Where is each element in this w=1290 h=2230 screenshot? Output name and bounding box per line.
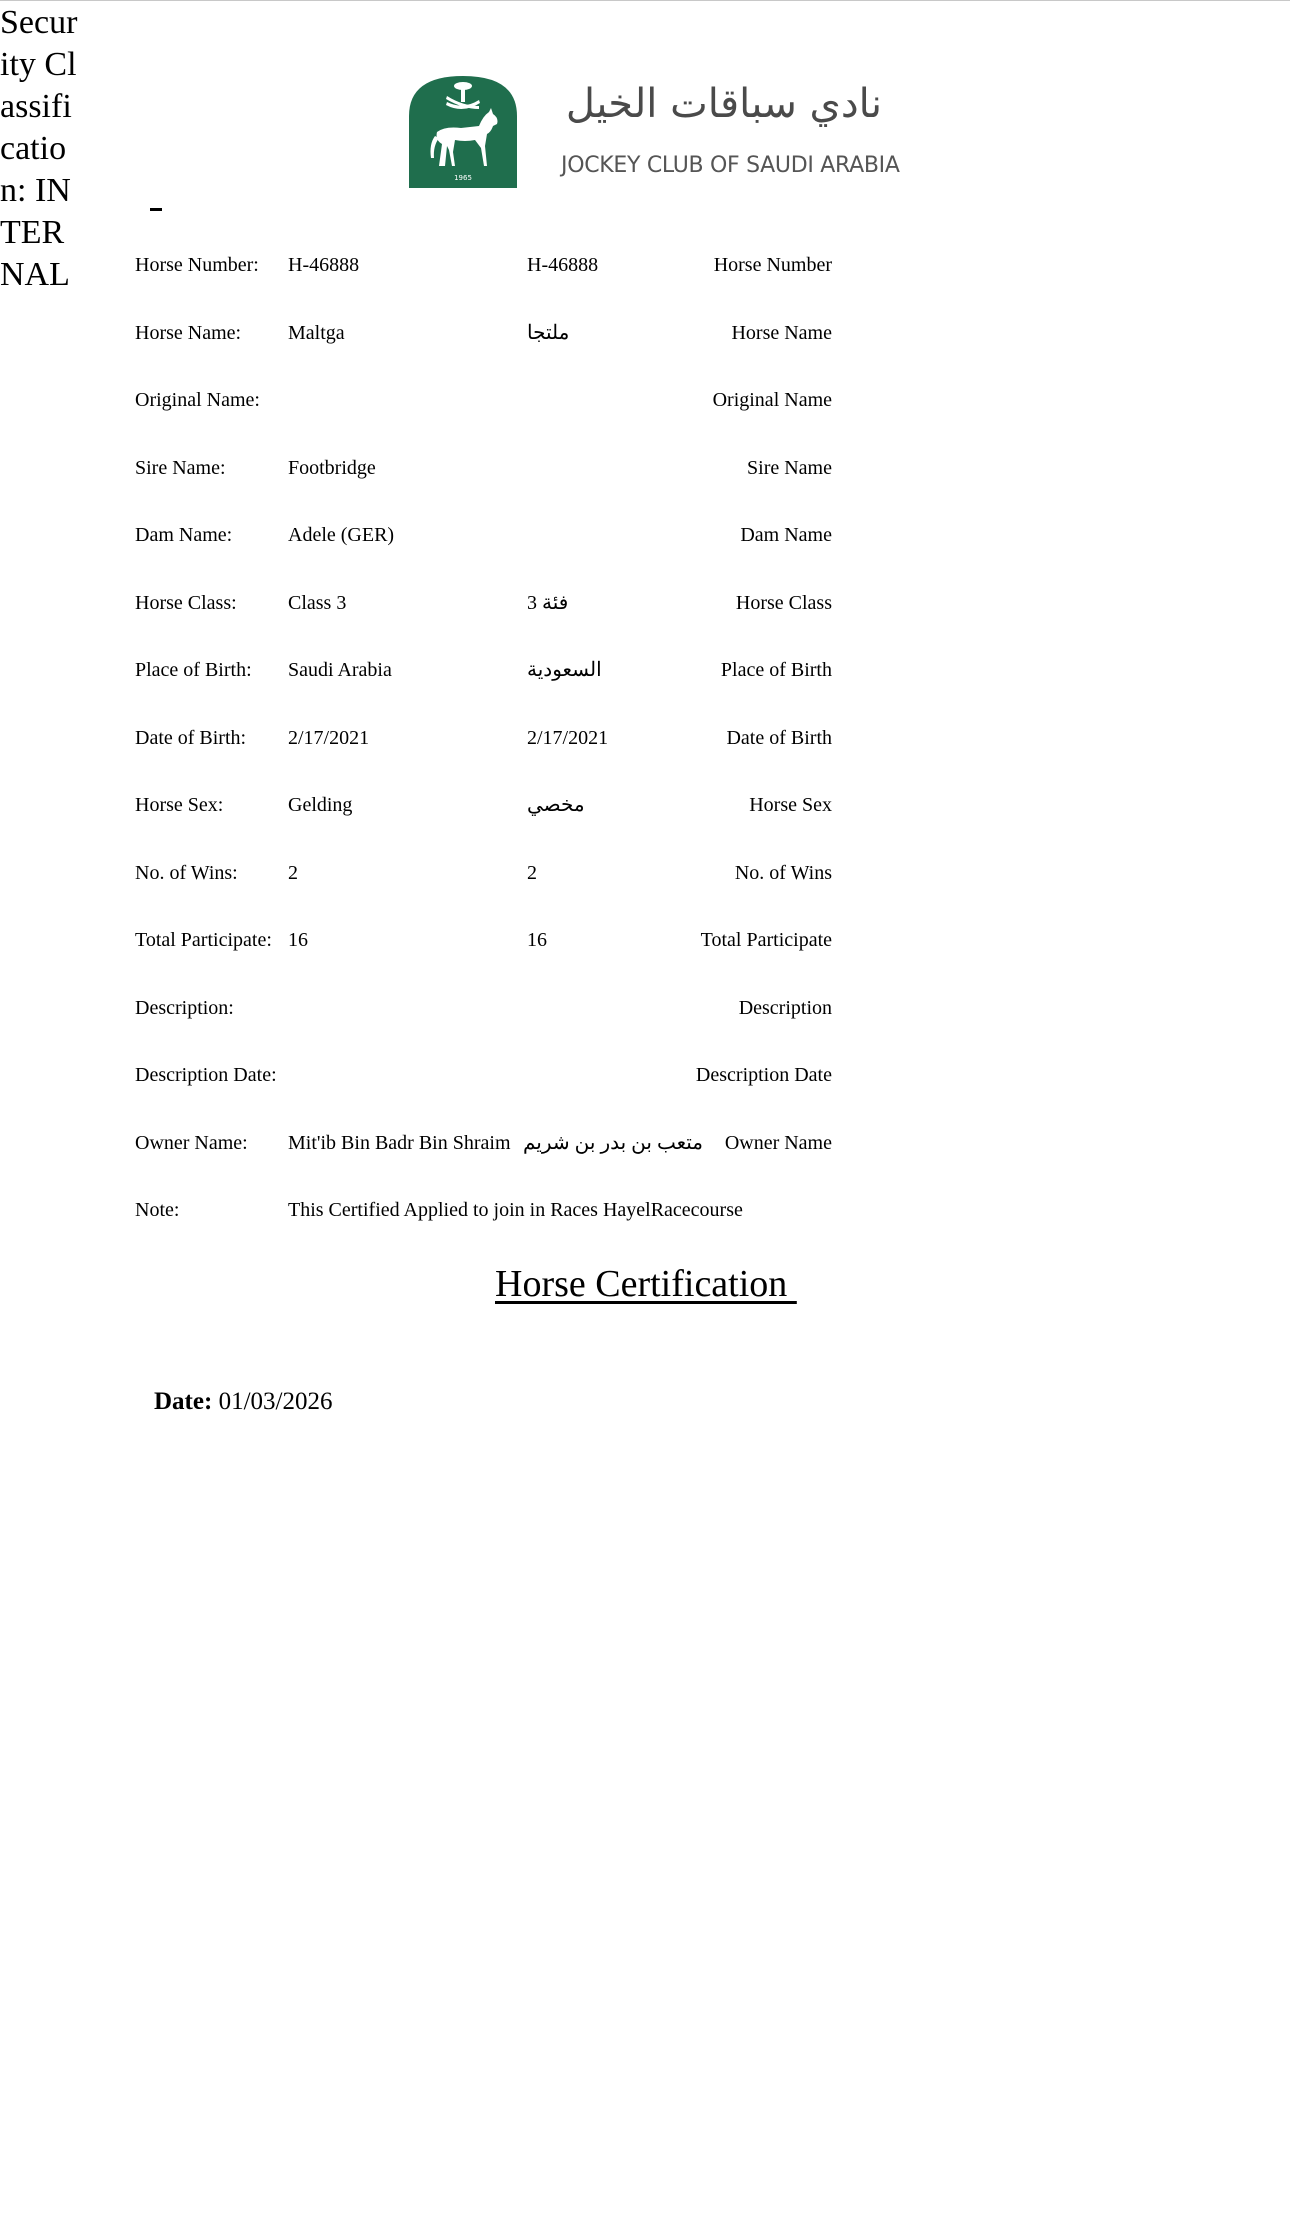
left-label: Horse Class:: [135, 591, 237, 614]
right-label: No. of Wins: [734, 861, 832, 884]
row-horse-name: [135, 300, 835, 368]
right-label: Description: [738, 996, 832, 1019]
arabic-value: مخصي: [527, 794, 585, 816]
right-label: Horse Sex: [749, 794, 832, 816]
right-label: Horse Number: [713, 254, 832, 276]
english-value: This Certified Applied to join in Races HayelRacecourse: [288, 1199, 743, 1221]
left-label: No. of Wins:: [135, 861, 238, 884]
row-place-of-birth: [135, 637, 835, 705]
left-label: Sire Name:: [135, 456, 226, 479]
right-label: Description Date: [695, 1064, 832, 1086]
right-label: Sire Name: [747, 456, 832, 479]
security-classification: Security Classification: INTERNAL: [0, 4, 78, 293]
english-value: Adele (GER): [288, 524, 395, 546]
arabic-value: H-46888: [527, 254, 599, 276]
right-label: Owner Name: [724, 1131, 832, 1154]
right-label: Horse Name: [731, 321, 832, 344]
english-value: 2: [288, 861, 298, 884]
row-horse-class: [135, 570, 835, 638]
left-label: Horse Sex:: [135, 794, 224, 816]
right-label: Original Name: [712, 389, 832, 411]
left-label: Horse Name:: [135, 321, 242, 344]
english-value: 16: [288, 929, 308, 951]
arabic-value: ملتجا: [527, 321, 570, 344]
row-description: [135, 975, 835, 1043]
row-date-of-birth: [135, 705, 835, 773]
arabic-value: السعودية: [527, 659, 602, 681]
logo-arabic-text: نادي سباقات الخيل: [565, 81, 882, 127]
row-description-date: [135, 1042, 835, 1110]
left-label: Description Date:: [135, 1064, 277, 1086]
top-rule: [0, 0, 1290, 1]
english-value: Footbridge: [288, 456, 376, 479]
english-value: Gelding: [288, 794, 353, 816]
arabic-value: 2: [527, 861, 537, 884]
left-label: Total Participate:: [135, 929, 272, 951]
row-horse-sex: [135, 772, 835, 840]
issue-date: [154, 1386, 332, 1418]
arabic-value: 2/17/2021: [527, 726, 609, 749]
row-original-name: [135, 367, 835, 435]
left-label: Place of Birth:: [135, 659, 252, 681]
row-horse-number: [135, 232, 835, 300]
english-value: Saudi Arabia: [288, 659, 392, 681]
english-value: Maltga: [288, 321, 345, 344]
right-label: Place of Birth: [720, 659, 832, 681]
left-label: Dam Name:: [135, 524, 233, 546]
left-label: Original Name:: [135, 389, 260, 411]
arabic-value: 16: [527, 929, 547, 951]
left-label: Date of Birth:: [135, 726, 247, 749]
jockey-club-logo: [409, 76, 900, 188]
left-label: Owner Name:: [135, 1131, 248, 1154]
row-sire-name: [135, 435, 835, 503]
row-no-of-wins: [135, 840, 835, 908]
english-value: Class 3: [288, 591, 347, 614]
right-label: Dam Name: [740, 524, 832, 546]
row-total-participate: [135, 907, 835, 975]
english-value: H-46888: [288, 254, 360, 276]
certificate-table: [135, 232, 835, 1245]
date-label: Date:: [154, 1388, 213, 1415]
right-label: Date of Birth: [726, 726, 832, 749]
right-label: Horse Class: [735, 591, 832, 614]
right-label: Total Participate: [700, 929, 832, 951]
date-value: 01/03/2026: [218, 1388, 333, 1415]
left-label: Description:: [135, 996, 234, 1019]
arabic-value: متعب بن بدر بن شريم: [523, 1131, 704, 1154]
horse-emblem-icon: [409, 76, 517, 188]
svg-text:1965: 1965: [454, 174, 472, 182]
left-label: Horse Number:: [135, 254, 259, 276]
row-dam-name: [135, 502, 835, 570]
arabic-value: فئة 3: [527, 591, 569, 614]
english-value: Mit'ib Bin Badr Bin Shraim: [288, 1131, 511, 1154]
logo-english-text: JOCKEY CLUB OF SAUDI ARABIA: [561, 153, 900, 178]
row-owner-name: [135, 1110, 835, 1178]
english-value: 2/17/2021: [288, 726, 370, 749]
left-label: Note:: [135, 1199, 180, 1221]
header-dash: [150, 208, 162, 211]
row-note: [135, 1177, 835, 1245]
certificate-title: Horse Certification: [495, 1263, 797, 1305]
